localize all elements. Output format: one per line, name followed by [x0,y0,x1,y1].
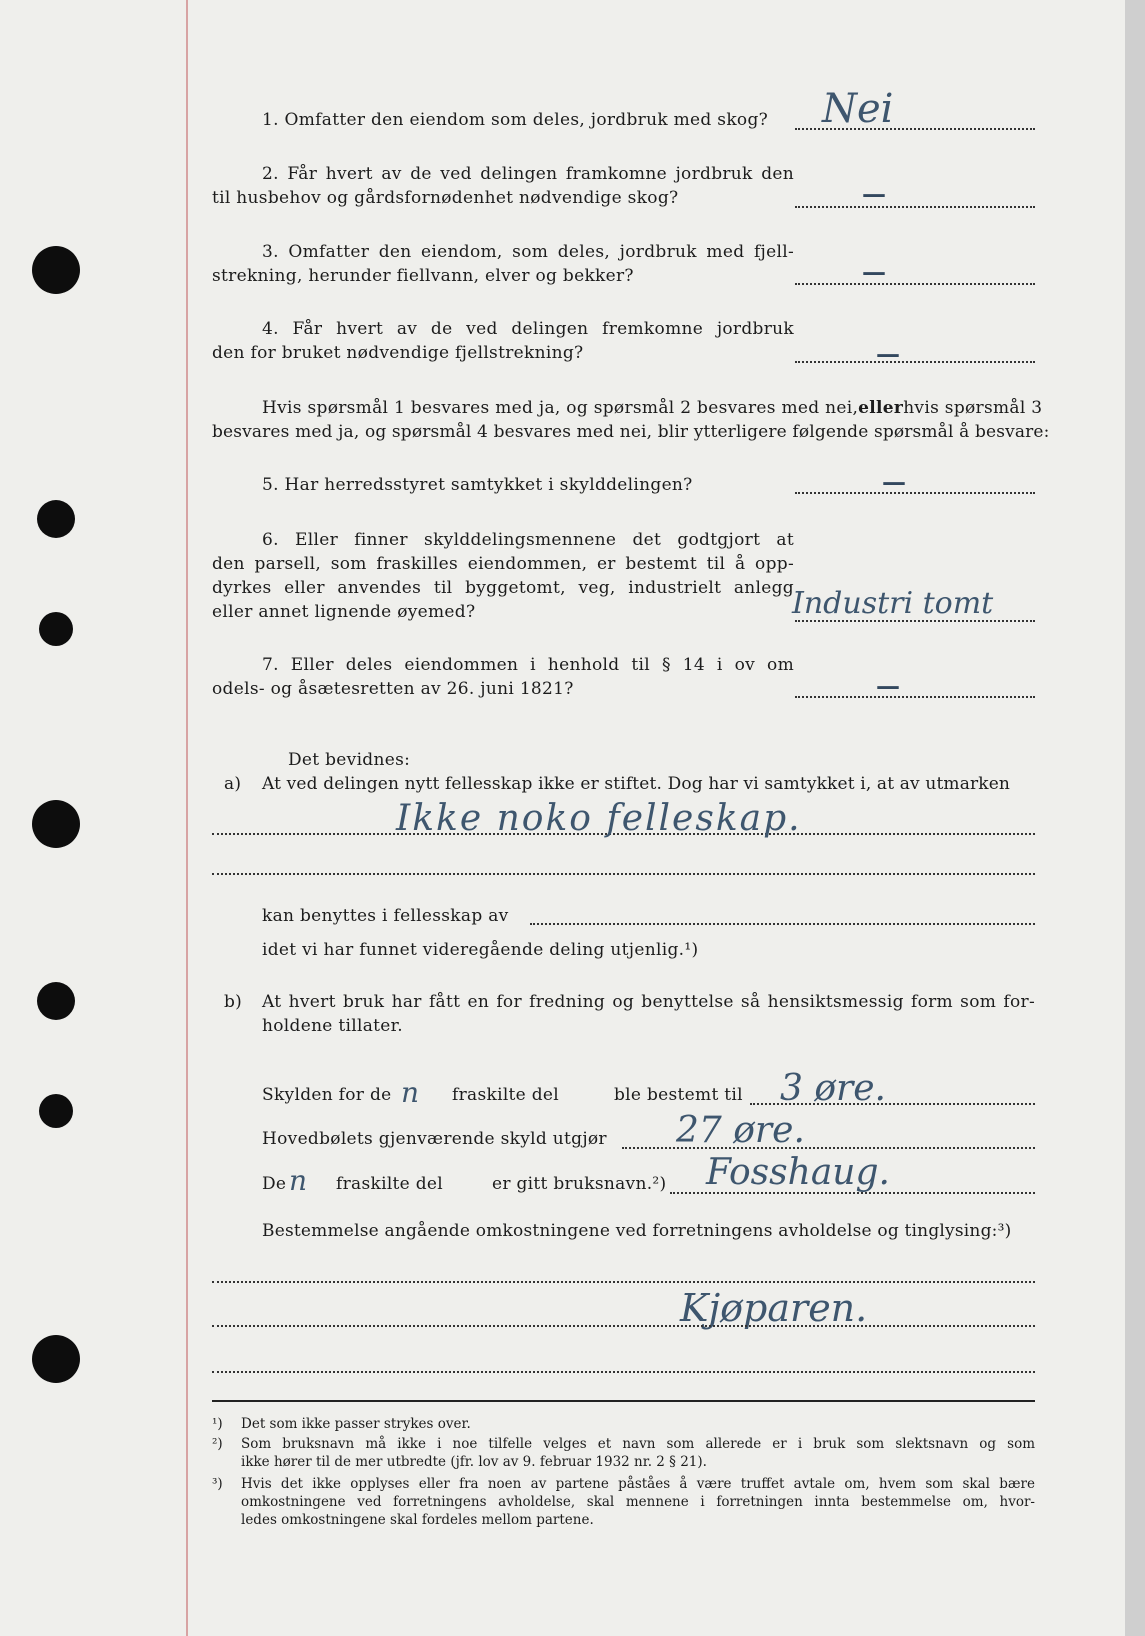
conditional-bold-word: eller [858,398,904,418]
question-3-line-2: strekning, herunder fiellvann, elver og bekker? [212,266,634,286]
question-3-line-1: 3. Omfatter den eiendom, som deles, jordbruk med fjell- [262,242,794,262]
footnote-3-line-2: omkostningene ved forretningens avholdelse, skal mennene i forretningen innta bestemmelse om, hvor- [241,1494,1035,1510]
skyld-row-2-label: Hovedbølets gjenværende skyld utgjør [262,1129,607,1149]
question-6-line-1: 6. Eller finner skylddelingsmennene det godtgjort at [262,530,794,550]
answer-3: — [862,257,886,286]
answer-5: — [882,467,906,496]
item-b-line-2: holdene tillater. [262,1016,403,1036]
skyld-row-1-label: Skylden for de [262,1085,392,1105]
question-4-line-2: den for bruket nødvendige fjellstrekning? [212,343,584,363]
footnote-3-line-3: ledes omkostningene skal fordeles mellom partene. [241,1512,594,1528]
footnote-3-mark: ³) [212,1476,223,1492]
skyld-row-3-label: De [262,1174,287,1194]
answer-6: Industri tomt [792,586,994,621]
question-2-line-1: 2. Får hvert av de ved delingen framkomne jordbruk den [262,164,794,184]
question-7-line-2: odels- og åsætesretten av 26. juni 1821? [212,679,574,699]
skyld-row-3-answer: Fosshaug. [706,1152,890,1193]
footnote-1: Det som ikke passer strykes over. [241,1416,471,1432]
answer-line [212,873,1035,875]
question-1: 1. Omfatter den eiendom som deles, jordbruk med skog? [262,110,769,130]
skyld-row-1-answer: 3 øre. [780,1068,886,1109]
conditional-text-part-1: Hvis spørsmål 1 besvares med ja, og spørsmål 2 besvares med nei, [262,398,859,418]
bevidnes-heading: Det bevidnes: [288,750,411,770]
skyld-row-4-label: Bestemmelse angående omkostningene ved forretningens avholdelse og tinglysing:³) [262,1221,1012,1241]
answer-7: — [876,671,900,700]
conditional-instruction-line-2: besvares med ja, og spørsmål 4 besvares med nei, blir ytterligere følgende spørsmål å besvare: [212,422,1050,442]
punch-hole [32,800,80,848]
item-a-line-3: idet vi har funnet videregående deling utjenlig.¹) [262,940,699,960]
answer-1: Nei [822,86,894,132]
punch-hole [32,246,80,294]
item-a-line-2: kan benyttes i fellesskap av [262,906,509,926]
footnote-2-mark: ²) [212,1436,223,1452]
question-7-line-1: 7. Eller deles eiendommen i henhold til § 14 i ov om [262,655,794,675]
question-6-line-2: den parsell, som fraskilles eiendommen, er bestemt til å opp- [212,554,794,574]
answer-2: — [862,179,886,208]
footnote-3-line-1: Hvis det ikke opplyses eller fra noen av partene påståes å være truffet avtale om, hvem som skal bære [241,1476,1035,1492]
answer-line [212,1371,1035,1373]
skyld-row-1-correction: n [401,1076,420,1109]
skyld-row-3-label-3: er gitt bruksnavn.²) [492,1174,667,1194]
answer-line [795,206,1035,208]
question-4-line-1: 4. Får hvert av de ved delingen fremkomne jordbruk [262,319,794,339]
skyld-row-4-answer: Kjøparen. [680,1286,868,1330]
conditional-instruction-line-1 [262,396,1043,420]
answer-4: — [876,339,900,368]
item-a-line-1: At ved delingen nytt fellesskap ikke er stiftet. Dog har vi samtykket i, at av utmarken [262,774,1011,794]
answer-line [795,696,1035,698]
footnote-rule [212,1400,1035,1402]
conditional-text-part-2: hvis spørsmål 3 [903,398,1043,418]
item-a-answer: Ikke noko felleskap. [396,798,802,839]
item-b-line-1: At hvert bruk har fått en for fredning og benyttelse så hensiktsmessig form som for- [262,992,1035,1012]
answer-line [795,283,1035,285]
item-b-label: b) [224,992,243,1012]
skyld-row-1-label-2: fraskilte del [452,1085,560,1105]
footnote-2-line-2: ikke hører til de mer utbredte (jfr. lov av 9. februar 1932 nr. 2 § 21). [241,1454,707,1470]
skyld-row-2-answer: 27 øre. [676,1110,805,1151]
question-2-line-2: til husbehov og gårdsfornødenhet nødvendige skog? [212,188,679,208]
question-6-line-3: dyrkes eller anvendes til byggetomt, veg, industrielt anlegg [212,578,794,598]
footnote-1-mark: ¹) [212,1416,223,1432]
answer-line [795,361,1035,363]
punch-hole [37,982,75,1020]
punch-hole [39,1094,73,1128]
skyld-row-3-label-2: fraskilte del [336,1174,444,1194]
punch-hole [37,500,75,538]
question-6-line-4: eller annet lignende øyemed? [212,602,476,622]
punch-hole [39,612,73,646]
answer-line [795,492,1035,494]
answer-line [212,1325,1035,1327]
question-5: 5. Har herredsstyret samtykket i skylddelingen? [262,475,693,495]
footnote-2-line-1: Som bruksnavn må ikke i noe tilfelle velges et navn som allerede er i bruk som slektsnavn og som [241,1436,1035,1452]
answer-line [530,923,1035,925]
margin-line [186,0,188,1636]
skyld-row-1-label-3: ble bestemt til [614,1085,743,1105]
punch-hole [32,1335,80,1383]
item-a-label: a) [224,774,242,794]
skyld-row-3-correction: n [289,1164,308,1197]
answer-line [212,1281,1035,1283]
